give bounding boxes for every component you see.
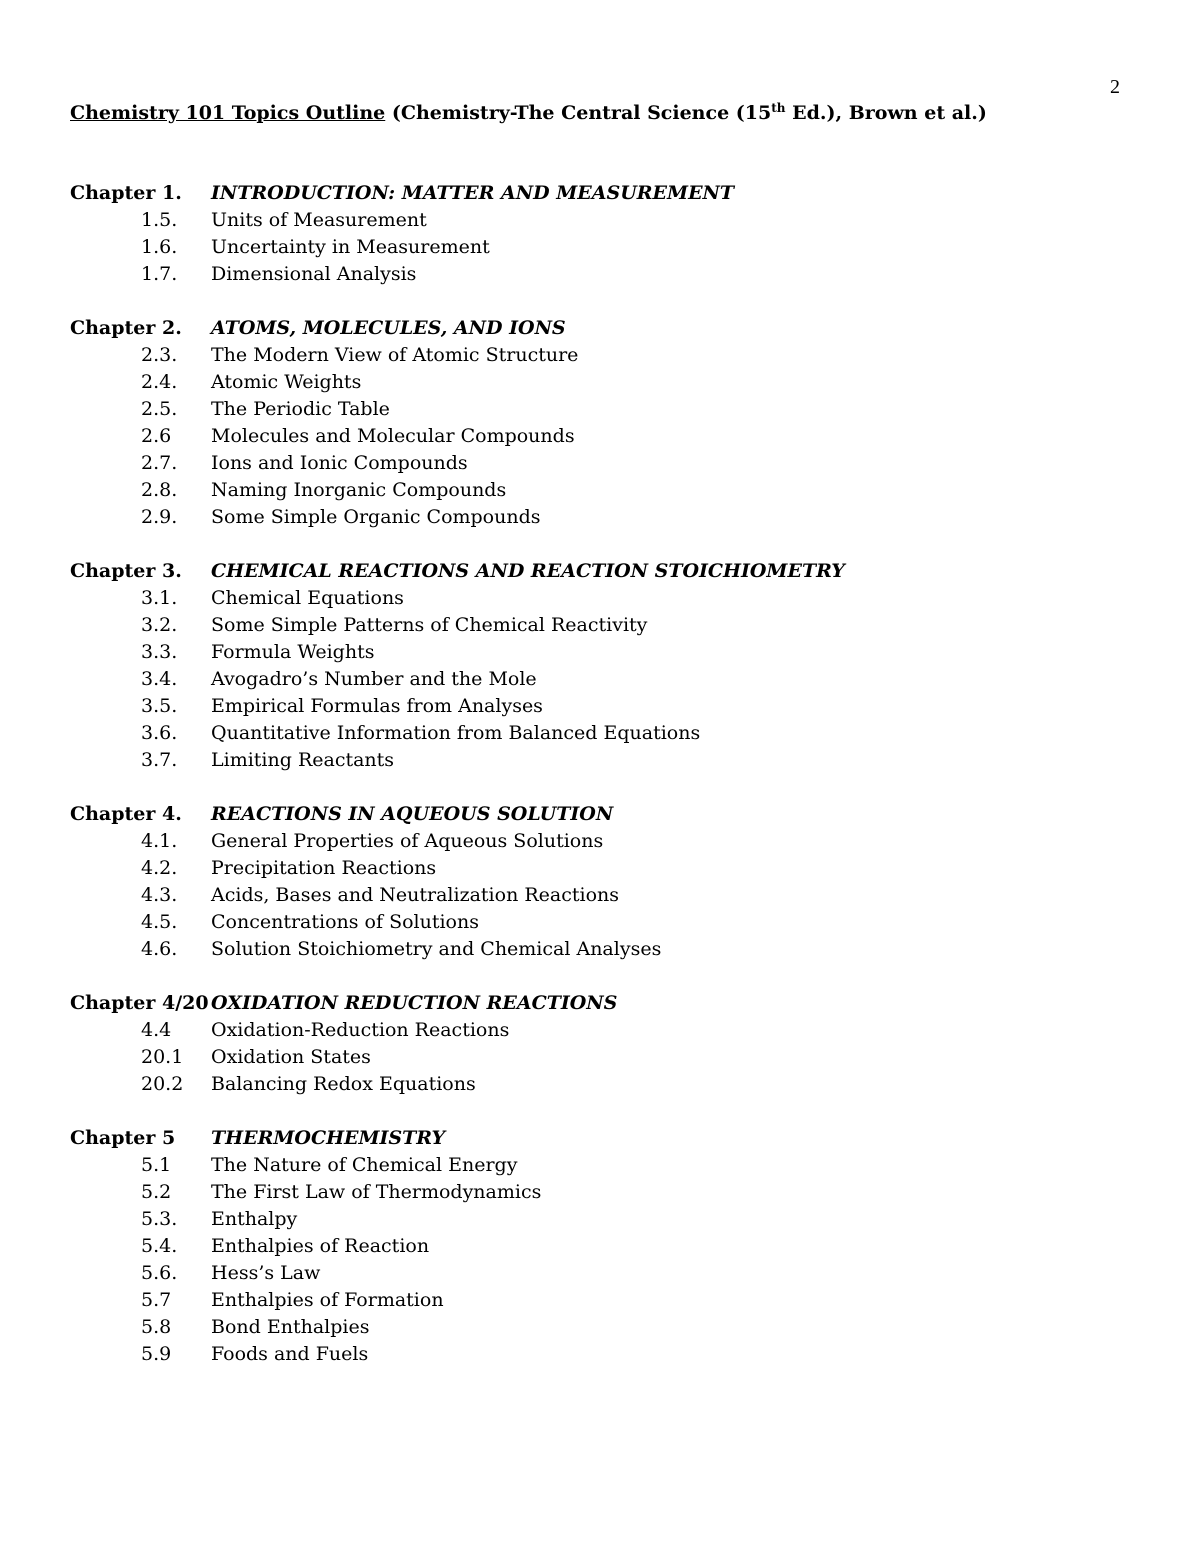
section-title: Precipitation Reactions (211, 857, 437, 879)
section-title: Dimensional Analysis (211, 263, 417, 285)
section-title: Bond Enthalpies (211, 1316, 370, 1338)
section-number: 3.2. (141, 614, 178, 636)
chapter-heading (70, 990, 1130, 1017)
section-title: Oxidation States (211, 1046, 371, 1068)
section-title: Foods and Fuels (211, 1343, 369, 1365)
section-number: 2.4. (141, 371, 178, 393)
section-number: 20.2 (141, 1073, 184, 1095)
section-item (70, 747, 1130, 774)
page-number: 2 (1110, 76, 1120, 98)
section-item (70, 1044, 1130, 1071)
section-number: 2.6 (141, 425, 172, 447)
section-title: Formula Weights (211, 641, 375, 663)
section-number: 5.2 (141, 1181, 172, 1203)
section-title: Uncertainty in Measurement (211, 236, 490, 258)
section-title: General Properties of Aqueous Solutions (211, 830, 604, 852)
section-item (70, 828, 1130, 855)
chapter-label: Chapter 5 (70, 1127, 176, 1149)
edition-superscript: th (771, 101, 786, 115)
section-item (70, 585, 1130, 612)
section-number: 2.9. (141, 506, 178, 528)
section-number: 1.5. (141, 209, 178, 231)
section-number: 20.1 (141, 1046, 184, 1068)
section-title: Concentrations of Solutions (211, 911, 479, 933)
section-title: Enthalpies of Formation (211, 1289, 444, 1311)
section-number: 5.7 (141, 1289, 172, 1311)
section-number: 5.3. (141, 1208, 178, 1230)
section-item (70, 1287, 1130, 1314)
chapter-heading (70, 315, 1130, 342)
section-number: 5.6. (141, 1262, 178, 1284)
section-number: 4.3. (141, 884, 178, 906)
section-title: Ions and Ionic Compounds (211, 452, 468, 474)
chapter-heading (70, 1125, 1130, 1152)
topics-outline (70, 180, 1130, 1395)
section-item (70, 666, 1130, 693)
section-item (70, 882, 1130, 909)
section-item (70, 639, 1130, 666)
section-title: Some Simple Patterns of Chemical Reactivity (211, 614, 648, 636)
section-title: Solution Stoichiometry and Chemical Analyses (211, 938, 662, 960)
section-title: Hess’s Law (211, 1262, 321, 1284)
document-title (70, 100, 1150, 126)
section-number: 2.8. (141, 479, 178, 501)
chapter-label: Chapter 4/20 (70, 992, 209, 1014)
section-title: Units of Measurement (211, 209, 427, 231)
section-number: 1.6. (141, 236, 178, 258)
chapter-title: INTRODUCTION: MATTER AND MEASUREMENT (211, 182, 735, 204)
chapter-title: ATOMS, MOLECULES, AND IONS (211, 317, 566, 339)
section-number: 4.1. (141, 830, 178, 852)
section-number: 5.4. (141, 1235, 178, 1257)
section-title: Oxidation-Reduction Reactions (211, 1019, 510, 1041)
section-number: 2.7. (141, 452, 178, 474)
section-number: 5.9 (141, 1343, 172, 1365)
section-number: 4.4 (141, 1019, 172, 1041)
section-number: 4.2. (141, 857, 178, 879)
section-item (70, 720, 1130, 747)
chapter-block (70, 1125, 1130, 1368)
section-number: 3.7. (141, 749, 178, 771)
section-number: 4.6. (141, 938, 178, 960)
section-title: Empirical Formulas from Analyses (211, 695, 543, 717)
section-number: 3.6. (141, 722, 178, 744)
section-number: 3.1. (141, 587, 178, 609)
section-title: Molecules and Molecular Compounds (211, 425, 575, 447)
section-item (70, 423, 1130, 450)
section-title: Chemical Equations (211, 587, 404, 609)
chapter-block (70, 801, 1130, 963)
section-item (70, 909, 1130, 936)
document-title-source-end: Ed.), Brown et al.) (785, 102, 987, 124)
section-item (70, 936, 1130, 963)
section-item (70, 1071, 1130, 1098)
section-item (70, 855, 1130, 882)
section-item (70, 1233, 1130, 1260)
chapter-title: REACTIONS IN AQUEOUS SOLUTION (211, 803, 614, 825)
section-item (70, 1017, 1130, 1044)
section-title: Enthalpies of Reaction (211, 1235, 430, 1257)
section-title: Avogadro’s Number and the Mole (211, 668, 537, 690)
section-item (70, 234, 1130, 261)
chapter-heading (70, 801, 1130, 828)
section-number: 3.5. (141, 695, 178, 717)
chapter-block (70, 315, 1130, 531)
chapter-label: Chapter 3. (70, 560, 182, 582)
chapter-label: Chapter 1. (70, 182, 182, 204)
chapter-block (70, 990, 1130, 1098)
section-number: 5.1 (141, 1154, 172, 1176)
section-title: Acids, Bases and Neutralization Reactions (211, 884, 619, 906)
section-title: The Nature of Chemical Energy (211, 1154, 518, 1176)
chapter-heading (70, 180, 1130, 207)
section-title: Atomic Weights (211, 371, 362, 393)
chapter-block (70, 180, 1130, 288)
section-title: Naming Inorganic Compounds (211, 479, 507, 501)
section-number: 4.5. (141, 911, 178, 933)
section-number: 3.3. (141, 641, 178, 663)
section-item (70, 369, 1130, 396)
chapter-label: Chapter 2. (70, 317, 182, 339)
section-item (70, 612, 1130, 639)
section-title: Balancing Redox Equations (211, 1073, 476, 1095)
section-item (70, 477, 1130, 504)
section-number: 2.5. (141, 398, 178, 420)
section-title: Some Simple Organic Compounds (211, 506, 541, 528)
section-item (70, 207, 1130, 234)
section-item (70, 396, 1130, 423)
section-item (70, 1260, 1130, 1287)
chapter-title: THERMOCHEMISTRY (211, 1127, 446, 1149)
chapter-block (70, 558, 1130, 774)
section-item (70, 1341, 1130, 1368)
section-number: 2.3. (141, 344, 178, 366)
section-title: The Periodic Table (211, 398, 390, 420)
section-number: 3.4. (141, 668, 178, 690)
section-item (70, 450, 1130, 477)
section-item (70, 693, 1130, 720)
section-title: Enthalpy (211, 1208, 298, 1230)
section-item (70, 1314, 1130, 1341)
chapter-label: Chapter 4. (70, 803, 182, 825)
section-item (70, 1152, 1130, 1179)
chapter-title: CHEMICAL REACTIONS AND REACTION STOICHIOMETRY (211, 560, 845, 582)
document-title-main: Chemistry 101 Topics Outline (70, 102, 386, 124)
section-item (70, 342, 1130, 369)
section-item (70, 1179, 1130, 1206)
section-title: Limiting Reactants (211, 749, 395, 771)
section-title: Quantitative Information from Balanced Equations (211, 722, 701, 744)
document-title-source: (Chemistry-The Central Science (15 (385, 102, 772, 124)
section-item (70, 261, 1130, 288)
section-item (70, 504, 1130, 531)
section-title: The Modern View of Atomic Structure (211, 344, 579, 366)
section-number: 1.7. (141, 263, 178, 285)
chapter-heading (70, 558, 1130, 585)
section-title: The First Law of Thermodynamics (211, 1181, 542, 1203)
section-item (70, 1206, 1130, 1233)
chapter-title: OXIDATION REDUCTION REACTIONS (211, 992, 618, 1014)
section-number: 5.8 (141, 1316, 172, 1338)
